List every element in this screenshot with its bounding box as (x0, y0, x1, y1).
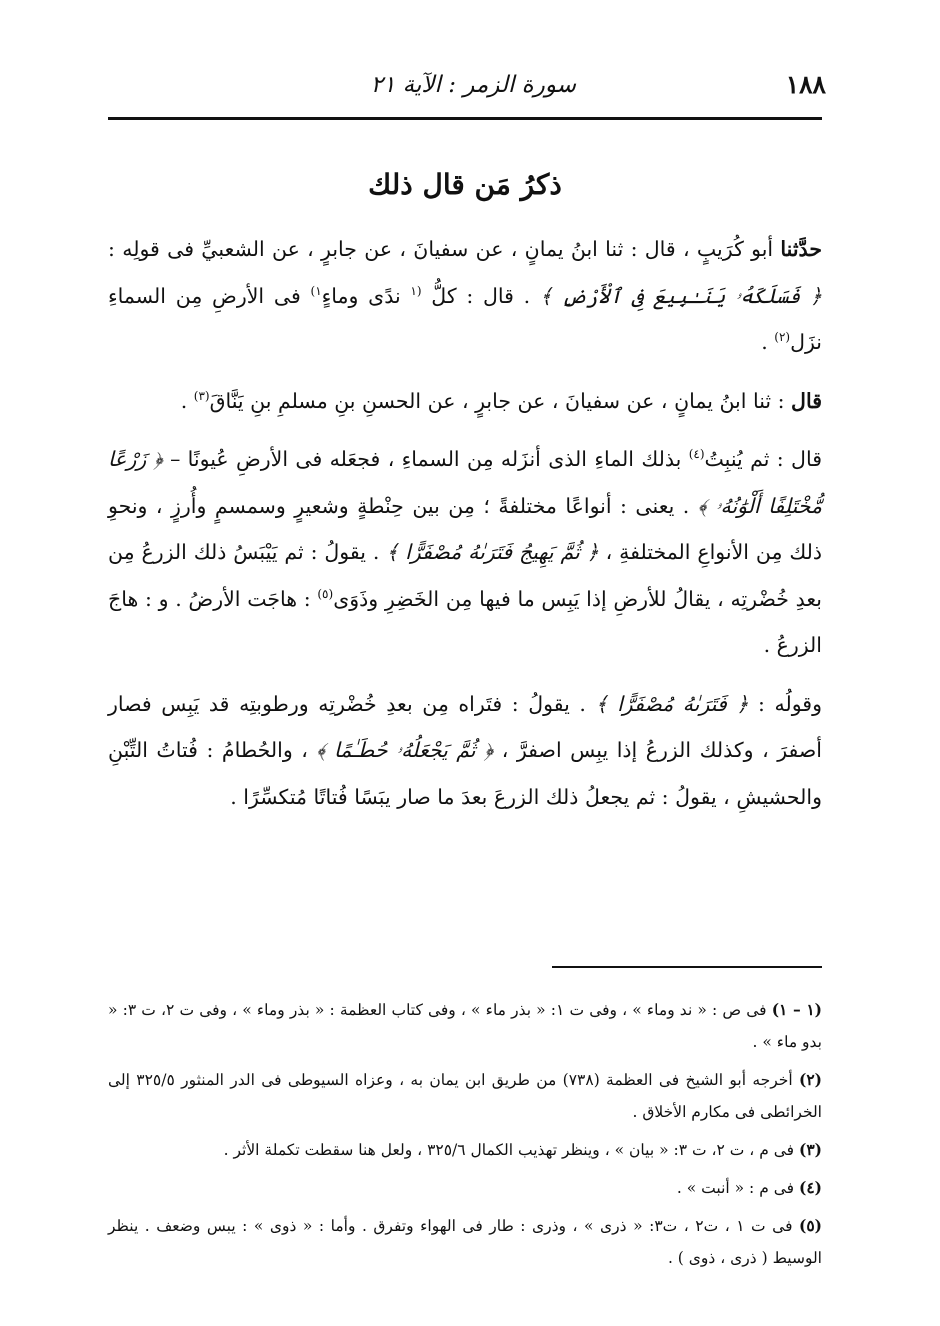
footnote-number: (٢) (798, 1070, 822, 1089)
paragraph-2 (108, 378, 822, 425)
footnote-number: (٥) (799, 1216, 823, 1235)
footnote-ref: (٤) (688, 447, 705, 462)
text-span: ندًى وماءٍ (321, 283, 411, 308)
isnad-lead: حدَّثنا (780, 237, 822, 261)
text-span: أبو كُرَيبٍ ، قال : ثنا ابنُ يمانٍ ، عن سفيانَ ، عن جابرٍ ، عن الشعبيِّ فى قولِه : (108, 237, 781, 261)
footnote-ref: (٢) (774, 330, 791, 345)
footnote-text: فى ص : « ند وماء » ، وفى ت ١: « بذر ماء » ، وفى كتاب العظمة : « بذر وماء » ، وفى ت ٢، ت ٣: « بدو ماء » . (108, 1001, 822, 1051)
footnotes (108, 994, 822, 1280)
footnote (108, 994, 822, 1058)
text-span: فى الأرضِ مِن السماءِ نزَل (108, 283, 822, 354)
quran-ayah: ﴿ ثُمَّ يَهِيجُ فَتَرَىٰهُ مُصْفَرًّا ﴾ (386, 540, 599, 564)
footnote-rule (552, 966, 822, 968)
paragraph-4 (108, 681, 822, 821)
paragraph-3 (108, 436, 822, 669)
footnote-ref: (١ (410, 283, 422, 298)
text-span: . (180, 388, 194, 413)
text-span: . (761, 330, 775, 354)
text-span: . قال : كلُّ (421, 283, 540, 308)
body-text (108, 226, 822, 832)
footnote-number: (٤) (798, 1178, 822, 1197)
page-header (108, 70, 826, 108)
text-span: ، والحُطامُ : فُتاتُ التِّبْنِ والحشيشِ ، يقولُ : ثم يجعلُ ذلك الزرعَ بعدَ ما صار يبَسًا فُتاتًا مُتكسِّرًا . (108, 738, 822, 809)
footnote-text: فى م ، ت ٢، ت ٣: « بيان » ، وينظر تهذيب الكمال ٣٢٥/٦ ، ولعل هنا سقطت تكملة الأثر . (223, 1141, 799, 1159)
text-span: : ثنا ابنُ يمانٍ ، عن سفيانَ ، عن جابرٍ ، عن الحسنِ بنِ مسلمِ بنِ يَنَّاقَ (209, 388, 792, 413)
footnote (108, 1172, 822, 1204)
quran-ayah: ﴿ فَتَرَىٰهُ مُصْفَرًّا ﴾ (595, 691, 749, 716)
footnote-number: (٣) (798, 1140, 822, 1159)
footnote-ref: (٥) (317, 586, 334, 601)
footnote-number: (١ – ١) (771, 1000, 822, 1019)
text-span: وقولُه : (748, 691, 822, 716)
running-title: سورة الزمر : الآية ٢١ (370, 72, 576, 98)
page-number: ١٨٨ (785, 70, 826, 99)
footnote-text: أخرجه أبو الشيخ فى العظمة (٧٣٨) من طريق ابن يمان به ، وعزاه السيوطى فى الدر المنثور ٣٢٥/٥ إلى الخرائطى فى مكارم الأخلاق . (108, 1071, 822, 1121)
text-span: : هاجَت الأرضُ . و : هاجَ الزرعُ . (108, 586, 822, 657)
footnote-ref: ١) (310, 283, 322, 298)
text-span: . يقولُ : ثم يَيْبَسُ ذلك الزرعُ مِن بعدِ خُضْرتِه ، يقالُ للأرضِ إذا يَبِس ما فيها مِن الخَضِرِ وذَوَى (108, 540, 822, 611)
section-heading: ذكرُ مَن قال ذلك (368, 168, 562, 201)
text-span: قال : ثم يُنبِتُ (704, 447, 822, 471)
quran-ayah: ﴿ ثُمَّ يَجْعَلُهُۥ حُطَـٰمًا ﴾ (316, 738, 494, 762)
footnote-text: فى ت ١ ، ت٢ ، ت٣: « ذرى » ، وذرى : طار فى الهواء وتفرق . وأما : « ذوى » : يبس وضعف . ينظر الوسيط ( ذرى ، ذوى ) . (108, 1217, 822, 1267)
paragraph-1 (108, 226, 822, 366)
footnote (108, 1064, 822, 1128)
quran-ayah: ﴿ زَرْعًا مُّخْتَلِفًا أَلْوَٰنُهُۥ ﴾ (108, 447, 822, 518)
header-rule (108, 117, 822, 120)
footnote (108, 1210, 822, 1274)
quran-ayah: ﴿ فَسَلَكَهُۥ يَنَـٰبِيعَ فِى ٱلْأَرْضِ ﴾ (539, 283, 823, 308)
text-span: . يقولُ : فتَراه مِن بعدِ خُضْرتِه ورطوبتِه قد يَبِس فصار أصفرَ ، وكذلك الزرعُ إذا يبِس اصفرَّ ، (108, 691, 822, 762)
text-span: بذلك الماءِ الذى أنزَله مِن السماءِ ، فجعَله فى الأرضِ عُيونًا – (162, 447, 689, 471)
footnote (108, 1134, 822, 1166)
footnote-ref: (٣) (193, 388, 210, 403)
footnote-text: فى م : « أنبت » . (676, 1179, 799, 1197)
isnad-lead: قال (791, 388, 822, 413)
text-span: . يعنى : أنواعًا مختلفةً ؛ مِن بين حِنْطةٍ وشعيرٍ وسمسمٍ وأُرزٍ ، ونحوِ ذلك مِن الأنواعِ المختلفةِ ، (108, 493, 822, 564)
